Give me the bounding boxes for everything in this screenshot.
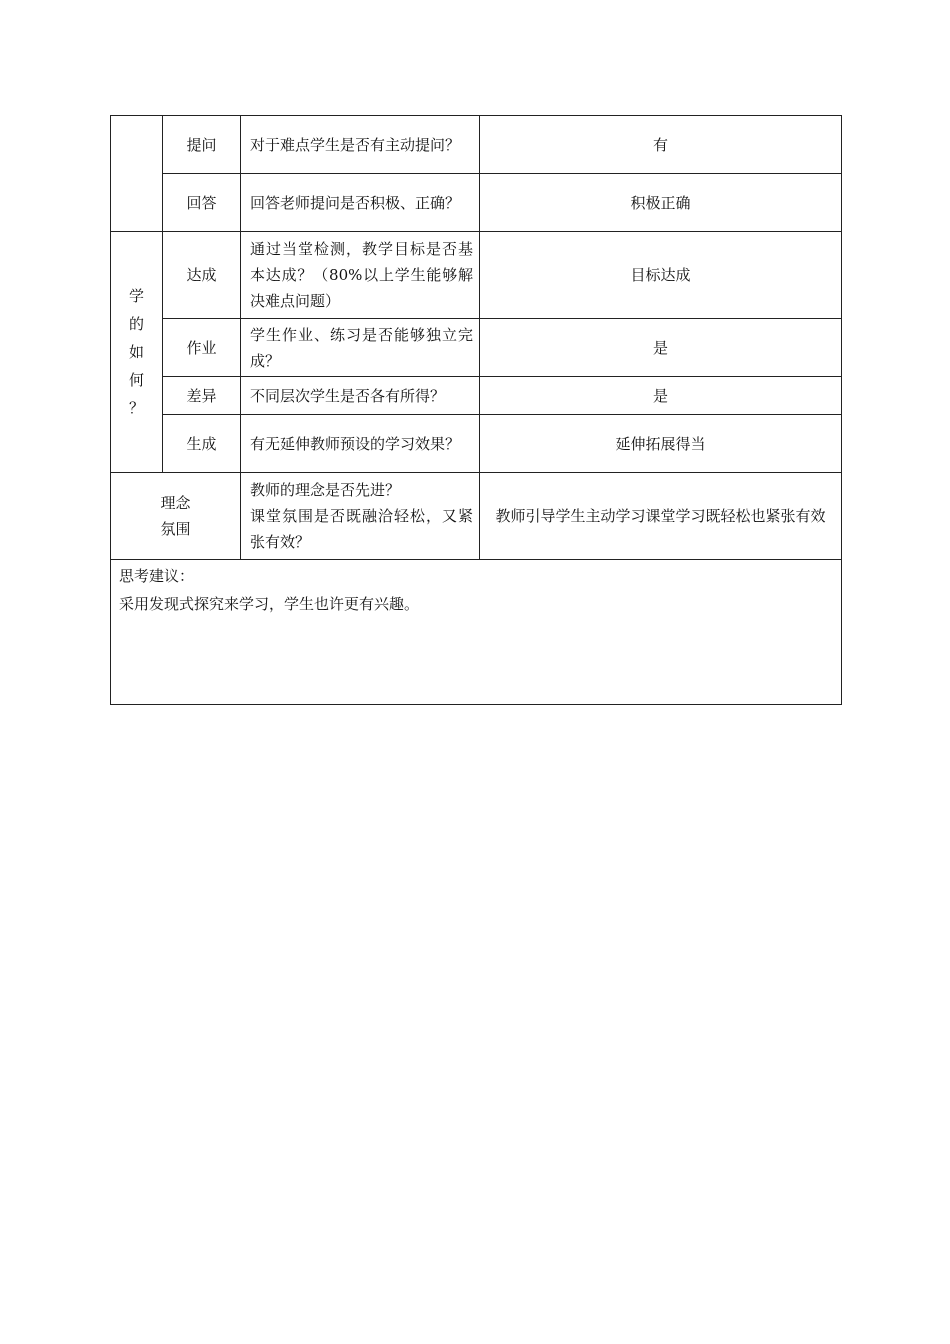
table-row xyxy=(111,415,842,473)
evaluation-table xyxy=(110,115,842,705)
question-cell: 不同层次学生是否各有所得？ xyxy=(241,377,480,415)
theme-result-cell: 教师引导学生主动学习课堂学习既轻松也紧张有效 xyxy=(480,473,842,560)
table-row xyxy=(111,377,842,415)
result-cell: 是 xyxy=(480,319,842,377)
category-char: ？ xyxy=(128,399,144,417)
question-cell: 通过当堂检测，教学目标是否基本达成？（80%以上学生能够解决难点问题） xyxy=(241,232,480,319)
table-row xyxy=(111,232,842,319)
result-cell: 是 xyxy=(480,377,842,415)
theme-label-cell xyxy=(111,473,241,560)
theme-question-line: 课堂氛围是否既融洽轻松，又紧张有效？ xyxy=(250,507,473,551)
result-cell: 积极正确 xyxy=(480,174,842,232)
result-cell: 延伸拓展得当 xyxy=(480,415,842,473)
category-char: 学 xyxy=(128,287,144,305)
question-cell: 回答老师提问是否积极、正确？ xyxy=(241,174,480,232)
category-char: 如 xyxy=(128,343,144,361)
suggestion-title: 思考建议： xyxy=(119,567,195,585)
result-cell: 目标达成 xyxy=(480,232,842,319)
category-char: 何 xyxy=(128,371,144,389)
item-cell: 作业 xyxy=(163,319,241,377)
table-row xyxy=(111,319,842,377)
item-cell: 差异 xyxy=(163,377,241,415)
table-row xyxy=(111,560,842,705)
item-cell: 生成 xyxy=(163,415,241,473)
category-cell xyxy=(111,232,163,473)
theme-label-line: 理念 xyxy=(160,494,191,512)
question-cell: 有无延伸教师预设的学习效果？ xyxy=(241,415,480,473)
result-cell: 有 xyxy=(480,116,842,174)
category-char: 的 xyxy=(128,315,144,333)
table-row xyxy=(111,174,842,232)
suggestion-text: 采用发现式探究来学习，学生也许更有兴趣。 xyxy=(119,595,420,613)
item-cell: 达成 xyxy=(163,232,241,319)
question-cell: 学生作业、练习是否能够独立完成？ xyxy=(241,319,480,377)
item-cell: 回答 xyxy=(163,174,241,232)
item-cell: 提问 xyxy=(163,116,241,174)
table-row xyxy=(111,473,842,560)
question-cell: 对于难点学生是否有主动提问？ xyxy=(241,116,480,174)
theme-question-cell xyxy=(241,473,480,560)
theme-question-line: 教师的理念是否先进？ xyxy=(250,481,401,499)
category-cell-blank xyxy=(111,116,163,232)
suggestion-cell xyxy=(111,560,842,705)
theme-label-line: 氛围 xyxy=(160,520,191,538)
table-row xyxy=(111,116,842,174)
